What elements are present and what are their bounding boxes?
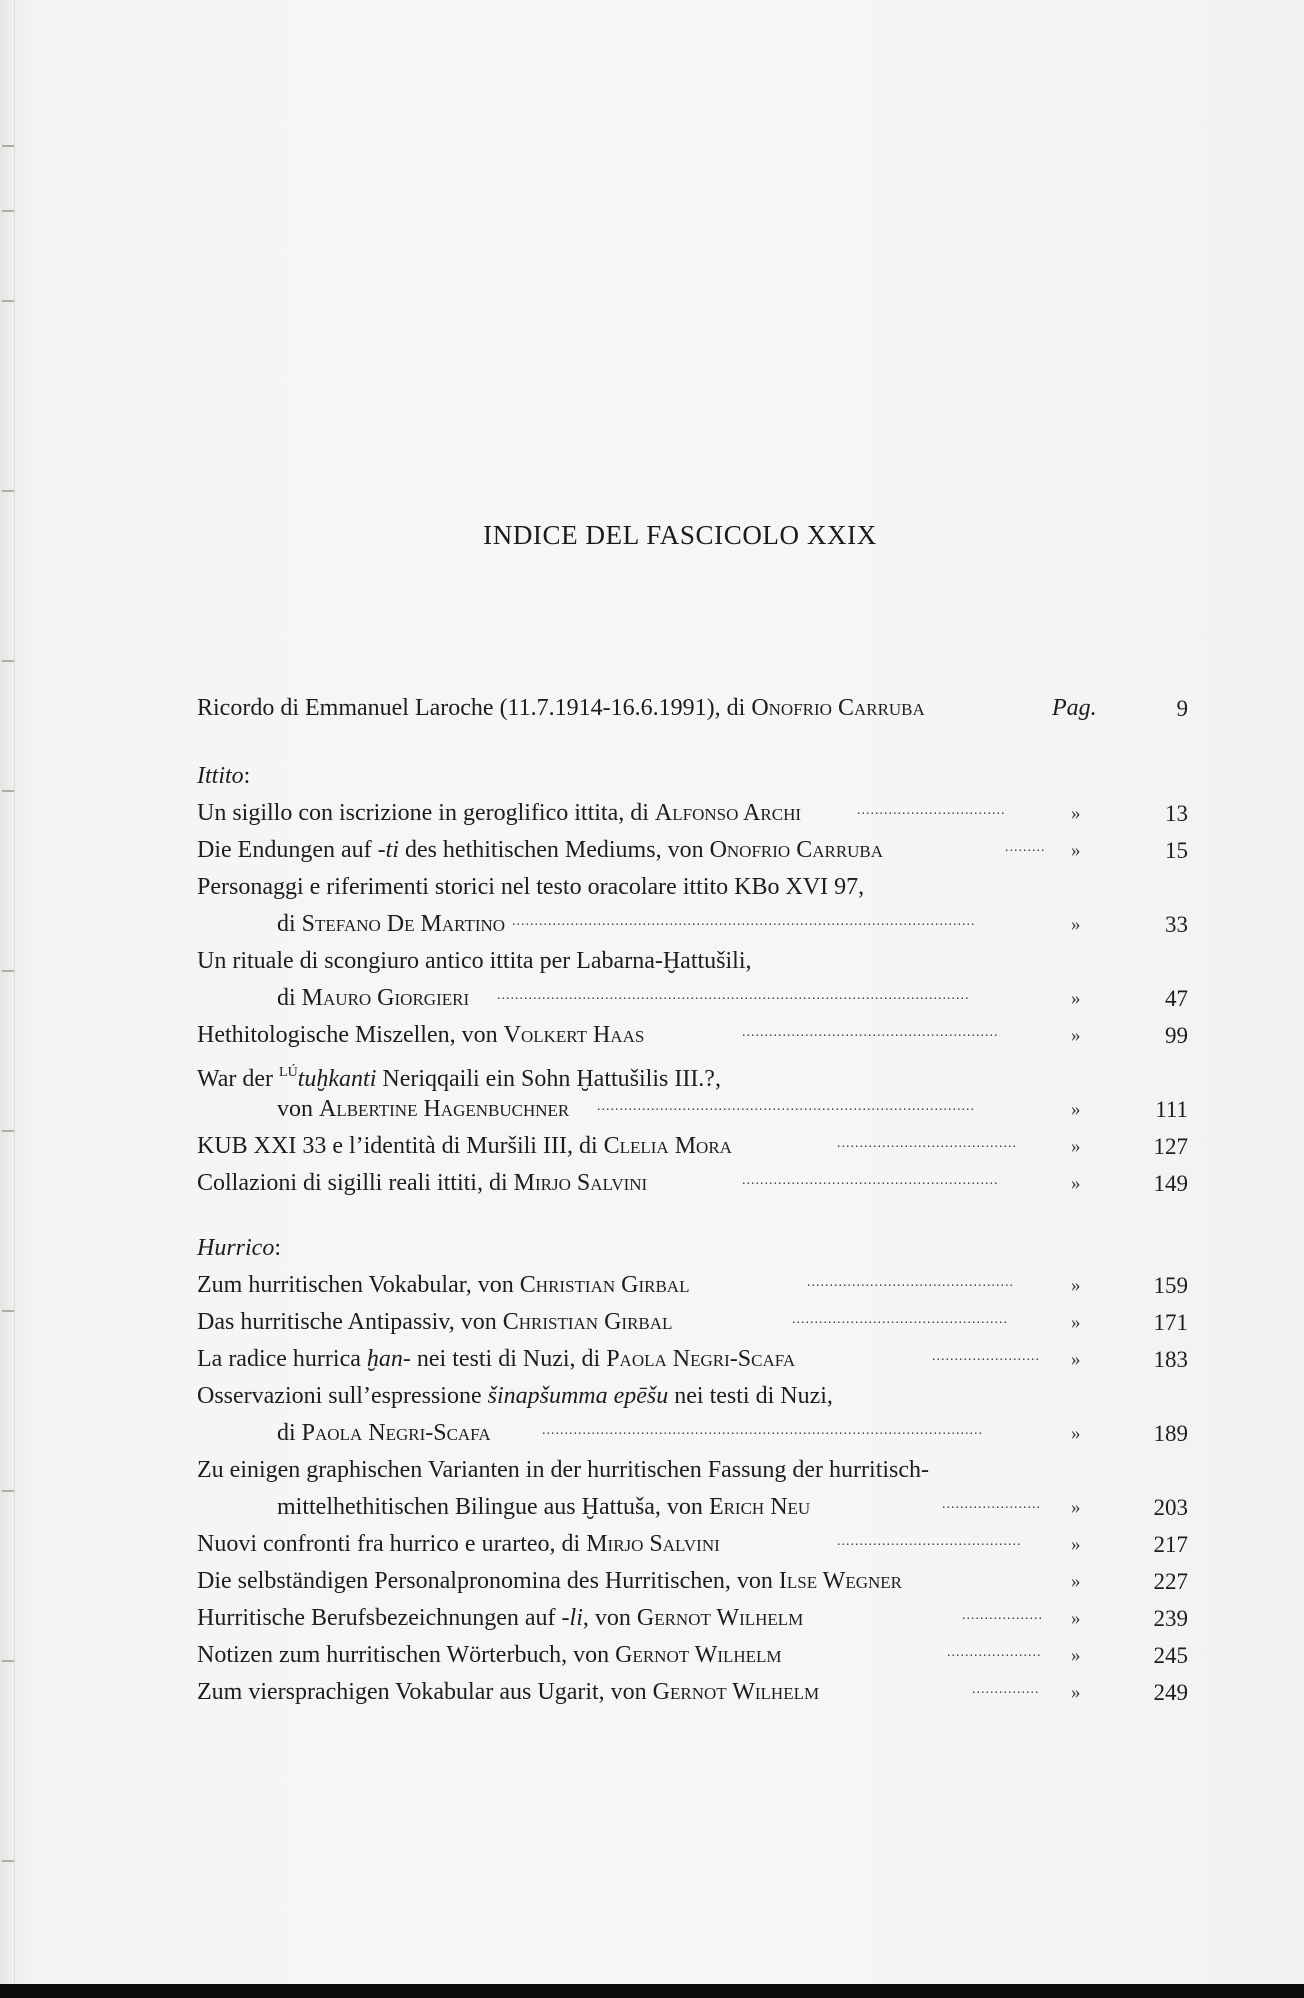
entry-title: Hurritische Berufsbezeichnungen auf -li, von Gernot Wilhelm [197, 1605, 804, 1631]
ditto-mark: » [1071, 1534, 1081, 1555]
entry-title: Ricordo di Emmanuel Laroche (11.7.1914-16.6.1991), di Onofrio Carruba [197, 695, 925, 721]
ditto-mark: » [1071, 1645, 1081, 1666]
toc-entry [197, 1128, 1192, 1165]
dot-leader: ........................................ [837, 1136, 1017, 1151]
ditto-mark: » [1071, 1275, 1081, 1296]
entry-title: War der $^{LÚ}$tuḫkanti Neriqqaili ein Sohn Ḫattušilis III.?, [197, 1065, 721, 1092]
entry-author: Onofrio Carruba [709, 837, 884, 863]
section-heading-ittito: Ittito: [197, 763, 251, 789]
entry-title: Das hurritische Antipassiv, von Christian Girbal [197, 1309, 673, 1335]
ditto-mark: » [1071, 840, 1081, 861]
dot-leader: ......................................... [837, 1534, 1022, 1549]
section-heading-hurrico: Hurrico: [197, 1235, 282, 1261]
entry-author: Ilse Wegner [778, 1568, 902, 1594]
ditto-mark: » [1071, 1173, 1081, 1194]
ditto-mark: » [1071, 988, 1081, 1009]
entry-byline: mittelhethitischen Bilingue aus Ḫattuša, von Erich Neu [277, 1494, 811, 1520]
entry-title: La radice hurrica ḫan- nei testi di Nuzi, di Paola Negri-Scafa [197, 1346, 796, 1372]
dot-leader: ......................................................... [742, 1173, 999, 1188]
dot-leader: ................................................ [792, 1312, 1008, 1327]
dot-leader: .................. [962, 1608, 1043, 1623]
toc-entry [197, 906, 1192, 943]
page-number: 15 [1165, 838, 1188, 863]
ditto-mark: » [1071, 1025, 1081, 1046]
entry-byline: di Stefano De Martino [277, 911, 506, 937]
entry-author: Mauro Giorgieri [301, 985, 470, 1011]
dot-leader: .................................................................................................. [542, 1423, 983, 1438]
page-number: 111 [1155, 1097, 1188, 1122]
ditto-mark: » [1071, 1099, 1081, 1120]
entry-author: Albertine Hagenbuchner [319, 1096, 570, 1122]
toc-entry [197, 1489, 1192, 1526]
entry-author: Gernot Wilhelm [615, 1642, 782, 1668]
page-number: 127 [1153, 1134, 1188, 1159]
page-title: INDICE DEL FASCICOLO XXIX [483, 520, 877, 550]
entry-author: Volkert Haas [503, 1022, 645, 1048]
toc-entry [197, 1415, 1192, 1452]
ditto-mark: » [1071, 914, 1081, 935]
page-number: 33 [1165, 912, 1188, 937]
dot-leader: .................................................................................... [597, 1099, 975, 1114]
entry-author: Mirjo Salvini [513, 1170, 648, 1196]
toc-entry [197, 1600, 1192, 1637]
entry-author: Paola Negri-Scafa [301, 1420, 491, 1446]
toc-entry-title-line [197, 1378, 1192, 1415]
toc-entry [197, 980, 1192, 1017]
entry-title: Notizen zum hurritischen Wörterbuch, von Gernot Wilhelm [197, 1642, 782, 1668]
stitch-mark [2, 1660, 14, 1662]
ditto-mark: » [1071, 1349, 1081, 1370]
entry-title: Collazioni di sigilli reali ittiti, di Mirjo Salvini [197, 1170, 648, 1196]
dot-leader: ......................................................................................................... [497, 988, 970, 1003]
entry-title: Zum viersprachigen Vokabular aus Ugarit, von Gernot Wilhelm [197, 1679, 820, 1705]
page-number: 47 [1165, 986, 1188, 1011]
stitch-mark [2, 790, 14, 792]
page-number: 149 [1153, 1171, 1188, 1196]
toc-entry [197, 1563, 1192, 1600]
toc-entry [197, 1091, 1192, 1128]
page-number: 239 [1153, 1606, 1188, 1631]
toc-entry [197, 1267, 1192, 1304]
ditto-mark: » [1071, 1423, 1081, 1444]
entry-title: Nuovi confronti fra hurrico e urarteo, di Mirjo Salvini [197, 1531, 720, 1557]
dot-leader: ......... [1005, 840, 1046, 855]
entry-title: Zu einigen graphischen Varianten in der hurritischen Fassung der hurritisch- [197, 1457, 930, 1483]
toc-entry [197, 1165, 1192, 1202]
toc-entry [197, 690, 1192, 727]
toc-entry [197, 1526, 1192, 1563]
toc-entry [197, 832, 1192, 869]
ditto-mark: » [1071, 1136, 1081, 1157]
entry-author: Onofrio Carruba [751, 695, 925, 721]
entry-byline: von Albertine Hagenbuchner [277, 1096, 570, 1122]
stitch-mark [2, 970, 14, 972]
entry-author: Alfonso Archi [654, 800, 802, 826]
entry-title: Osservazioni sull’espressione šinapšumma epēšu nei testi di Nuzi, [197, 1383, 833, 1409]
entry-title: Un rituale di scongiuro antico ittita per Labarna-Ḫattušili, [197, 948, 752, 974]
entry-title: KUB XXI 33 e l’identità di Muršili III, di Clelia Mora [197, 1133, 732, 1159]
entry-byline: di Paola Negri-Scafa [277, 1420, 491, 1446]
toc-entry [197, 1637, 1192, 1674]
stitch-mark [2, 1310, 14, 1312]
entry-author: Stefano De Martino [301, 911, 506, 937]
page-number: 217 [1153, 1532, 1188, 1557]
entry-author: Christian Girbal [502, 1309, 673, 1335]
entry-author: Mirjo Salvini [586, 1531, 720, 1557]
dot-leader: ............... [972, 1682, 1040, 1697]
dot-leader: ......................................................... [742, 1025, 999, 1040]
page-number: 183 [1153, 1347, 1188, 1372]
dot-leader: ...................... [942, 1497, 1041, 1512]
page-number: 203 [1153, 1495, 1188, 1520]
binding-edge [0, 0, 15, 1984]
entry-author: Clelia Mora [603, 1133, 732, 1159]
stitch-mark [2, 145, 14, 147]
toc-entry-title-line [197, 869, 1192, 906]
entry-author: Erich Neu [708, 1494, 811, 1520]
stitch-mark [2, 490, 14, 492]
ditto-mark: » [1071, 1571, 1081, 1592]
entry-title: Die Endungen auf -ti des hethitischen Mediums, von Onofrio Carruba [197, 837, 884, 863]
toc-entry [197, 1304, 1192, 1341]
ditto-mark: » [1071, 1312, 1081, 1333]
ditto-mark: » [1071, 1497, 1081, 1518]
scan-border [0, 1984, 1304, 1998]
stitch-mark [2, 300, 14, 302]
ditto-mark: » [1071, 1608, 1081, 1629]
page-number: 245 [1153, 1643, 1188, 1668]
entry-author: Gernot Wilhelm [636, 1605, 804, 1631]
dot-leader: ..................... [947, 1645, 1042, 1660]
page-number: 9 [1176, 696, 1188, 721]
entry-author: Gernot Wilhelm [652, 1679, 820, 1705]
toc-entry [197, 795, 1192, 832]
toc-entry [197, 1674, 1192, 1711]
ditto-mark: » [1071, 803, 1081, 824]
page-number: 13 [1165, 801, 1188, 826]
toc-entry [197, 1017, 1192, 1054]
entry-author: Paola Negri-Scafa [606, 1346, 796, 1372]
entry-byline: di Mauro Giorgieri [277, 985, 470, 1011]
entry-title: Hethitologische Miszellen, von Volkert Haas [197, 1022, 645, 1048]
dot-leader: ................................. [857, 803, 1006, 818]
dot-leader: ........................ [932, 1349, 1040, 1364]
dot-leader: .............................................. [807, 1275, 1014, 1290]
page-number: 171 [1153, 1310, 1188, 1335]
toc-entry-title-line [197, 1452, 1192, 1489]
page-number: 249 [1153, 1680, 1188, 1705]
dot-leader: ....................................................................................................... [512, 914, 976, 929]
page-number: 159 [1153, 1273, 1188, 1298]
page-number: 99 [1165, 1023, 1188, 1048]
entry-title: Personaggi e riferimenti storici nel testo oracolare ittito KBo XVI 97, [197, 874, 865, 900]
page-label: Pag. [1052, 695, 1097, 721]
page-number: 227 [1153, 1569, 1188, 1594]
stitch-mark [2, 1490, 14, 1492]
entry-title: Un sigillo con iscrizione in geroglifico ittita, di Alfonso Archi [197, 800, 802, 826]
toc-entry [197, 1341, 1192, 1378]
toc-entry-title-line [197, 943, 1192, 980]
page-number: 189 [1153, 1421, 1188, 1446]
stitch-mark [2, 1130, 14, 1132]
entry-title: Zum hurritischen Vokabular, von Christian Girbal [197, 1272, 690, 1298]
ditto-mark: » [1071, 1682, 1081, 1703]
stitch-mark [2, 660, 14, 662]
entry-author: Christian Girbal [519, 1272, 690, 1298]
entry-title: Die selbständigen Personalpronomina des Hurritischen, von Ilse Wegner [197, 1568, 902, 1594]
stitch-mark [2, 210, 14, 212]
stitch-mark [2, 1860, 14, 1862]
toc-entry-title-line [197, 1054, 1192, 1091]
